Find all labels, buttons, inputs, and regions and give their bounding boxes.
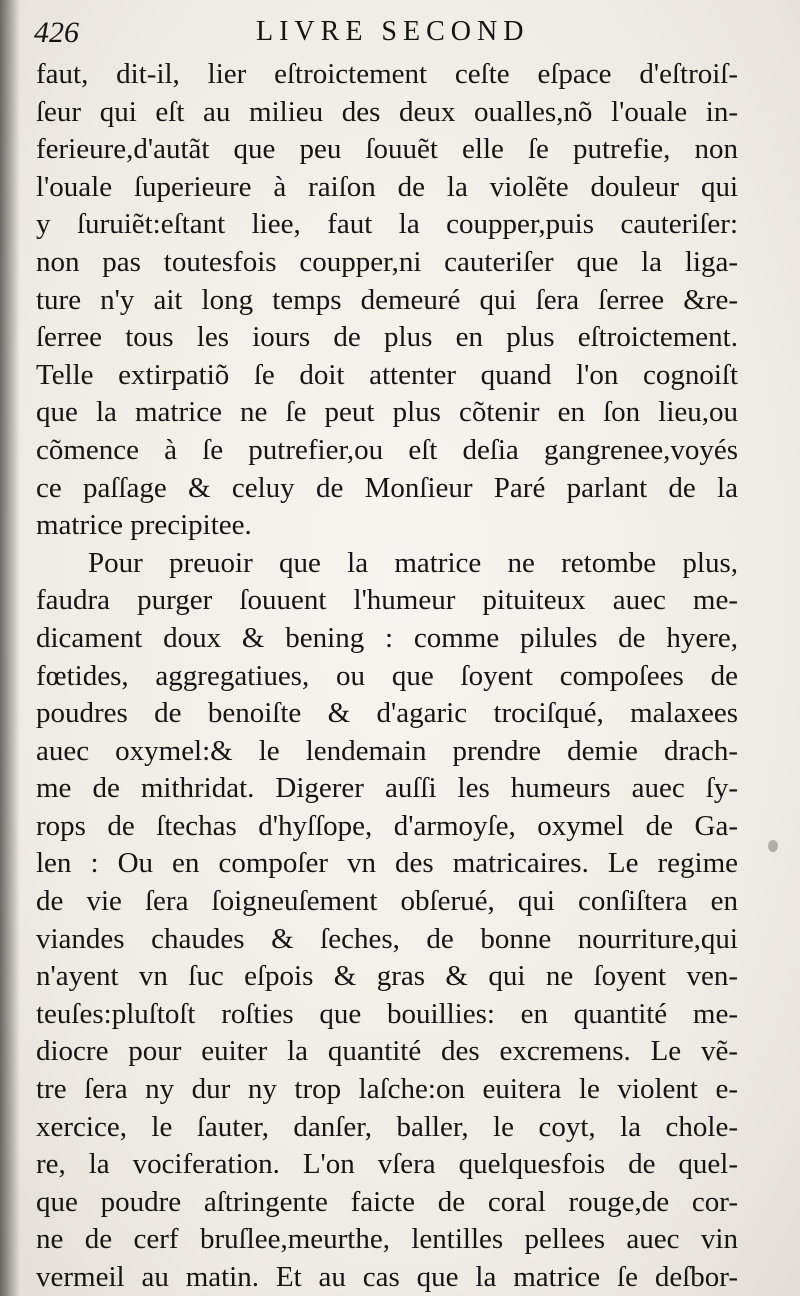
text-line: diocre pour euiter la quantité des excremens. Le vẽ- xyxy=(36,1035,738,1068)
text-line: dicament doux & bening : comme pilules de hyere, xyxy=(36,621,738,654)
text-line: fœtides, aggregatiues, ou que ſoyent compoſees de xyxy=(36,659,738,692)
text-line: que poudre aſtringente faicte de coral rouge,de cor- xyxy=(36,1185,738,1218)
paragraph xyxy=(36,545,738,1296)
text-line: viandes chaudes & ſeches, de bonne nourriture,qui xyxy=(36,922,738,955)
paragraph xyxy=(36,56,738,545)
text-line: ſerree tous les iours de plus en plus eſtroictement. xyxy=(36,321,738,354)
text-line: n'ayent vn ſuc eſpois & gras & qui ne ſoyent ven- xyxy=(36,960,738,993)
text-line: ne de cerf bruſlee,meurthe, lentilles pellees auec vin xyxy=(36,1223,738,1256)
text-line: faut, dit-il, lier eſtroictement ceſte eſpace d'eſtroiſ- xyxy=(36,58,738,90)
text-line: cõmence à ſe putrefier,ou eſt deſia gangrenee,voyés xyxy=(36,433,738,466)
page-number: 426 xyxy=(34,16,79,49)
text-line: y ſuruiẽt:eſtant liee, faut la coupper,puis cauteriſer: xyxy=(36,208,738,241)
body-text xyxy=(36,56,738,1296)
page-gutter-shadow xyxy=(0,0,20,1296)
text-line: me de mithridat. Digerer auſſi les humeurs auec ſy- xyxy=(36,772,738,805)
running-head: LIVRE SECOND xyxy=(256,16,530,47)
text-line: vermeil au matin. Et au cas que la matrice ſe deſbor- xyxy=(36,1261,738,1293)
text-line: matrice precipitee. xyxy=(36,509,252,542)
text-line: que la matrice ne ſe peut plus cõtenir en ſon lieu,ou xyxy=(36,396,738,429)
text-line: faudra purger ſouuent l'humeur pituiteux auec me- xyxy=(36,584,738,617)
text-line: ſeur qui eſt au milieu des deux oualles,nõ l'ouale in- xyxy=(36,95,738,128)
text-line: xercice, le ſauter, danſer, baller, le coyt, la chole- xyxy=(36,1110,738,1143)
page-header xyxy=(34,14,784,54)
text-line: ferieure,d'autãt que peu ſouuẽt elle ſe putrefie, non xyxy=(36,133,738,166)
text-line: teuſes:pluſtoſt roſties que bouillies: en quantité me- xyxy=(36,997,738,1030)
text-line: Telle extirpatiõ ſe doit attenter quand l'on cognoiſt xyxy=(36,358,738,391)
ink-spot-mark xyxy=(768,840,778,852)
text-line: ture n'y ait long temps demeuré qui ſera ſerree &re- xyxy=(36,283,738,316)
text-line: len : Ou en compoſer vn des matricaires. Le regime xyxy=(36,847,738,880)
text-line: de vie ſera ſoigneuſement obſerué, qui conſiſtera en xyxy=(36,885,738,918)
text-line: poudres de benoiſte & d'agaric trociſqué, malaxees xyxy=(36,697,738,730)
text-line: rops de ſtechas d'hyſſope, d'armoyſe, oxymel de Ga- xyxy=(36,809,738,842)
text-line: ce paſſage & celuy de Monſieur Paré parlant de la xyxy=(36,471,738,504)
text-line: non pas toutesfois coupper,ni cauteriſer que la liga- xyxy=(36,245,738,278)
text-line: l'ouale ſuperieure à raiſon de la violẽte douleur qui xyxy=(36,170,738,203)
text-line: auec oxymel:& le lendemain prendre demie drach- xyxy=(36,734,738,767)
text-line: re, la vociferation. L'on vſera quelquesfois de quel- xyxy=(36,1148,738,1181)
text-line: tre ſera ny dur ny trop laſche:on euitera le violent e- xyxy=(36,1073,738,1106)
text-line: Pour preuoir que la matrice ne retombe plus, xyxy=(88,546,738,579)
